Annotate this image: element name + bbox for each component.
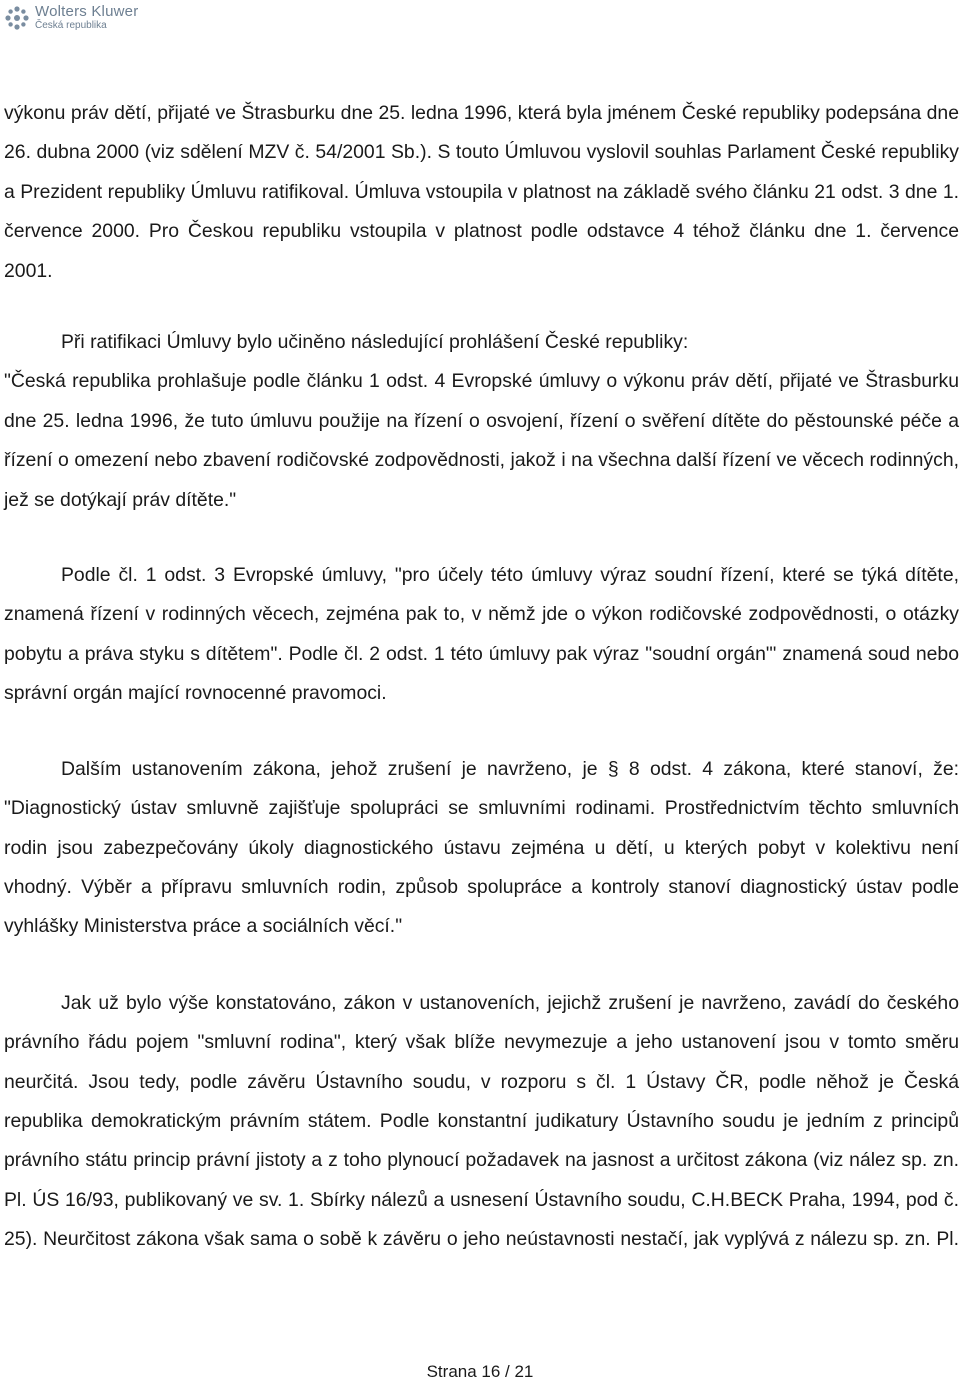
paragraph-2: Při ratifikaci Úmluvy bylo učiněno následující prohlášení České republiky:	[61, 331, 689, 354]
paragraph-6: Jak už bylo výše konstatováno, zákon v ustanoveních, jejichž zrušení je navrženo, zavádí do českého právního řádu pojem "smluvní rodina", který však blíže nevymezuje a jeho ustanovení jsou v tomto směru neurčitá. Jsou tedy, podle závěru Ústavního soudu, v rozporu s čl. 1 Ústavy ČR, podle něhož je Česká republika demokratickým právním státem. Podle konstantní judikatury Ústavního soudu je jedním z principů právního státu princip právní jistoty a z toho plynoucí požadavek na jasnost a určitost zákona (viz nález sp. zn. Pl. ÚS 16/93, publikovaný ve sv. 1. Sbírky nálezů a usnesení Ústavního soudu, C.H.BECK Praha, 1994, pod č. 25). Neurčitost zákona však sama o sobě k závěru o jeho neústavnosti nestačí, jak vyplývá z nálezu sp. zn. Pl.	[4, 991, 959, 1251]
page-number: Strana 16 / 21	[426, 1362, 534, 1381]
brand-name: Wolters Kluwer	[35, 3, 139, 20]
paragraph-3: "Česká republika prohlašuje podle článku 1 odst. 4 Evropské úmluvy o výkonu práv dětí, přijaté ve Štrasburku dne 25. ledna 1996, že tuto úmluvu použije na řízení o osvojení, řízení o svěření dítěte do pěstounské péče a řízení o omezení nebo zbavení rodičovské zodpovědnosti, jakož i na všechna další řízení ve věcech rodinných, jež se dotýkají práv dítěte."	[4, 370, 959, 511]
wolters-kluwer-logo	[4, 4, 138, 31]
paragraph-5: Dalším ustanovením zákona, jehož zrušení je navrženo, je § 8 odst. 4 zákona, které stanoví, že: "Diagnostický ústav smluvně zajišťuje spolupráci se smluvními rodinami. Prostřednictvím těchto smluvních rodin jsou zabezpečovány úkoly diagnostického ústavu zejména u dětí, u kterých pobyt v kolektivu není vhodný. Výběr a přípravu smluvních rodin, způsob spolupráce a kontroly stanoví diagnostický ústav podle vyhlášky Ministerstva práce a sociálních věcí."	[4, 757, 959, 938]
document-body	[4, 94, 959, 1260]
brand-subtitle: Česká republika	[35, 20, 107, 31]
paragraph-1: výkonu práv dětí, přijaté ve Štrasburku dne 25. ledna 1996, která byla jménem České republiky podepsána dne 26. dubna 2000 (viz sdělení MZV č. 54/2001 Sb.). S touto Úmluvou vyslovil souhlas Parlament České republiky a Prezident republiky Úmluvu ratifikoval. Úmluva vstoupila v platnost na základě svého článku 21 odst. 3 dne 1. července 2000. Pro Českou republiku vstoupila v platnost podle odstavce 4 téhož článku dne 1. července 2001.	[4, 102, 959, 282]
wolters-kluwer-emblem-icon	[4, 5, 30, 31]
paragraph-4: Podle čl. 1 odst. 3 Evropské úmluvy, "pro účely této úmluvy výraz soudní řízení, které se týká dítěte, znamená řízení v rodinných věcech, zejména pak to, v němž jde o výkon rodičovské zodpovědnosti, o otázky pobytu a práva styku s dítětem". Podle čl. 2 odst. 1 této úmluvy pak výraz "soudní orgán"' znamená soud nebo správní orgán mající rovnocenné pravomoci.	[4, 564, 959, 705]
